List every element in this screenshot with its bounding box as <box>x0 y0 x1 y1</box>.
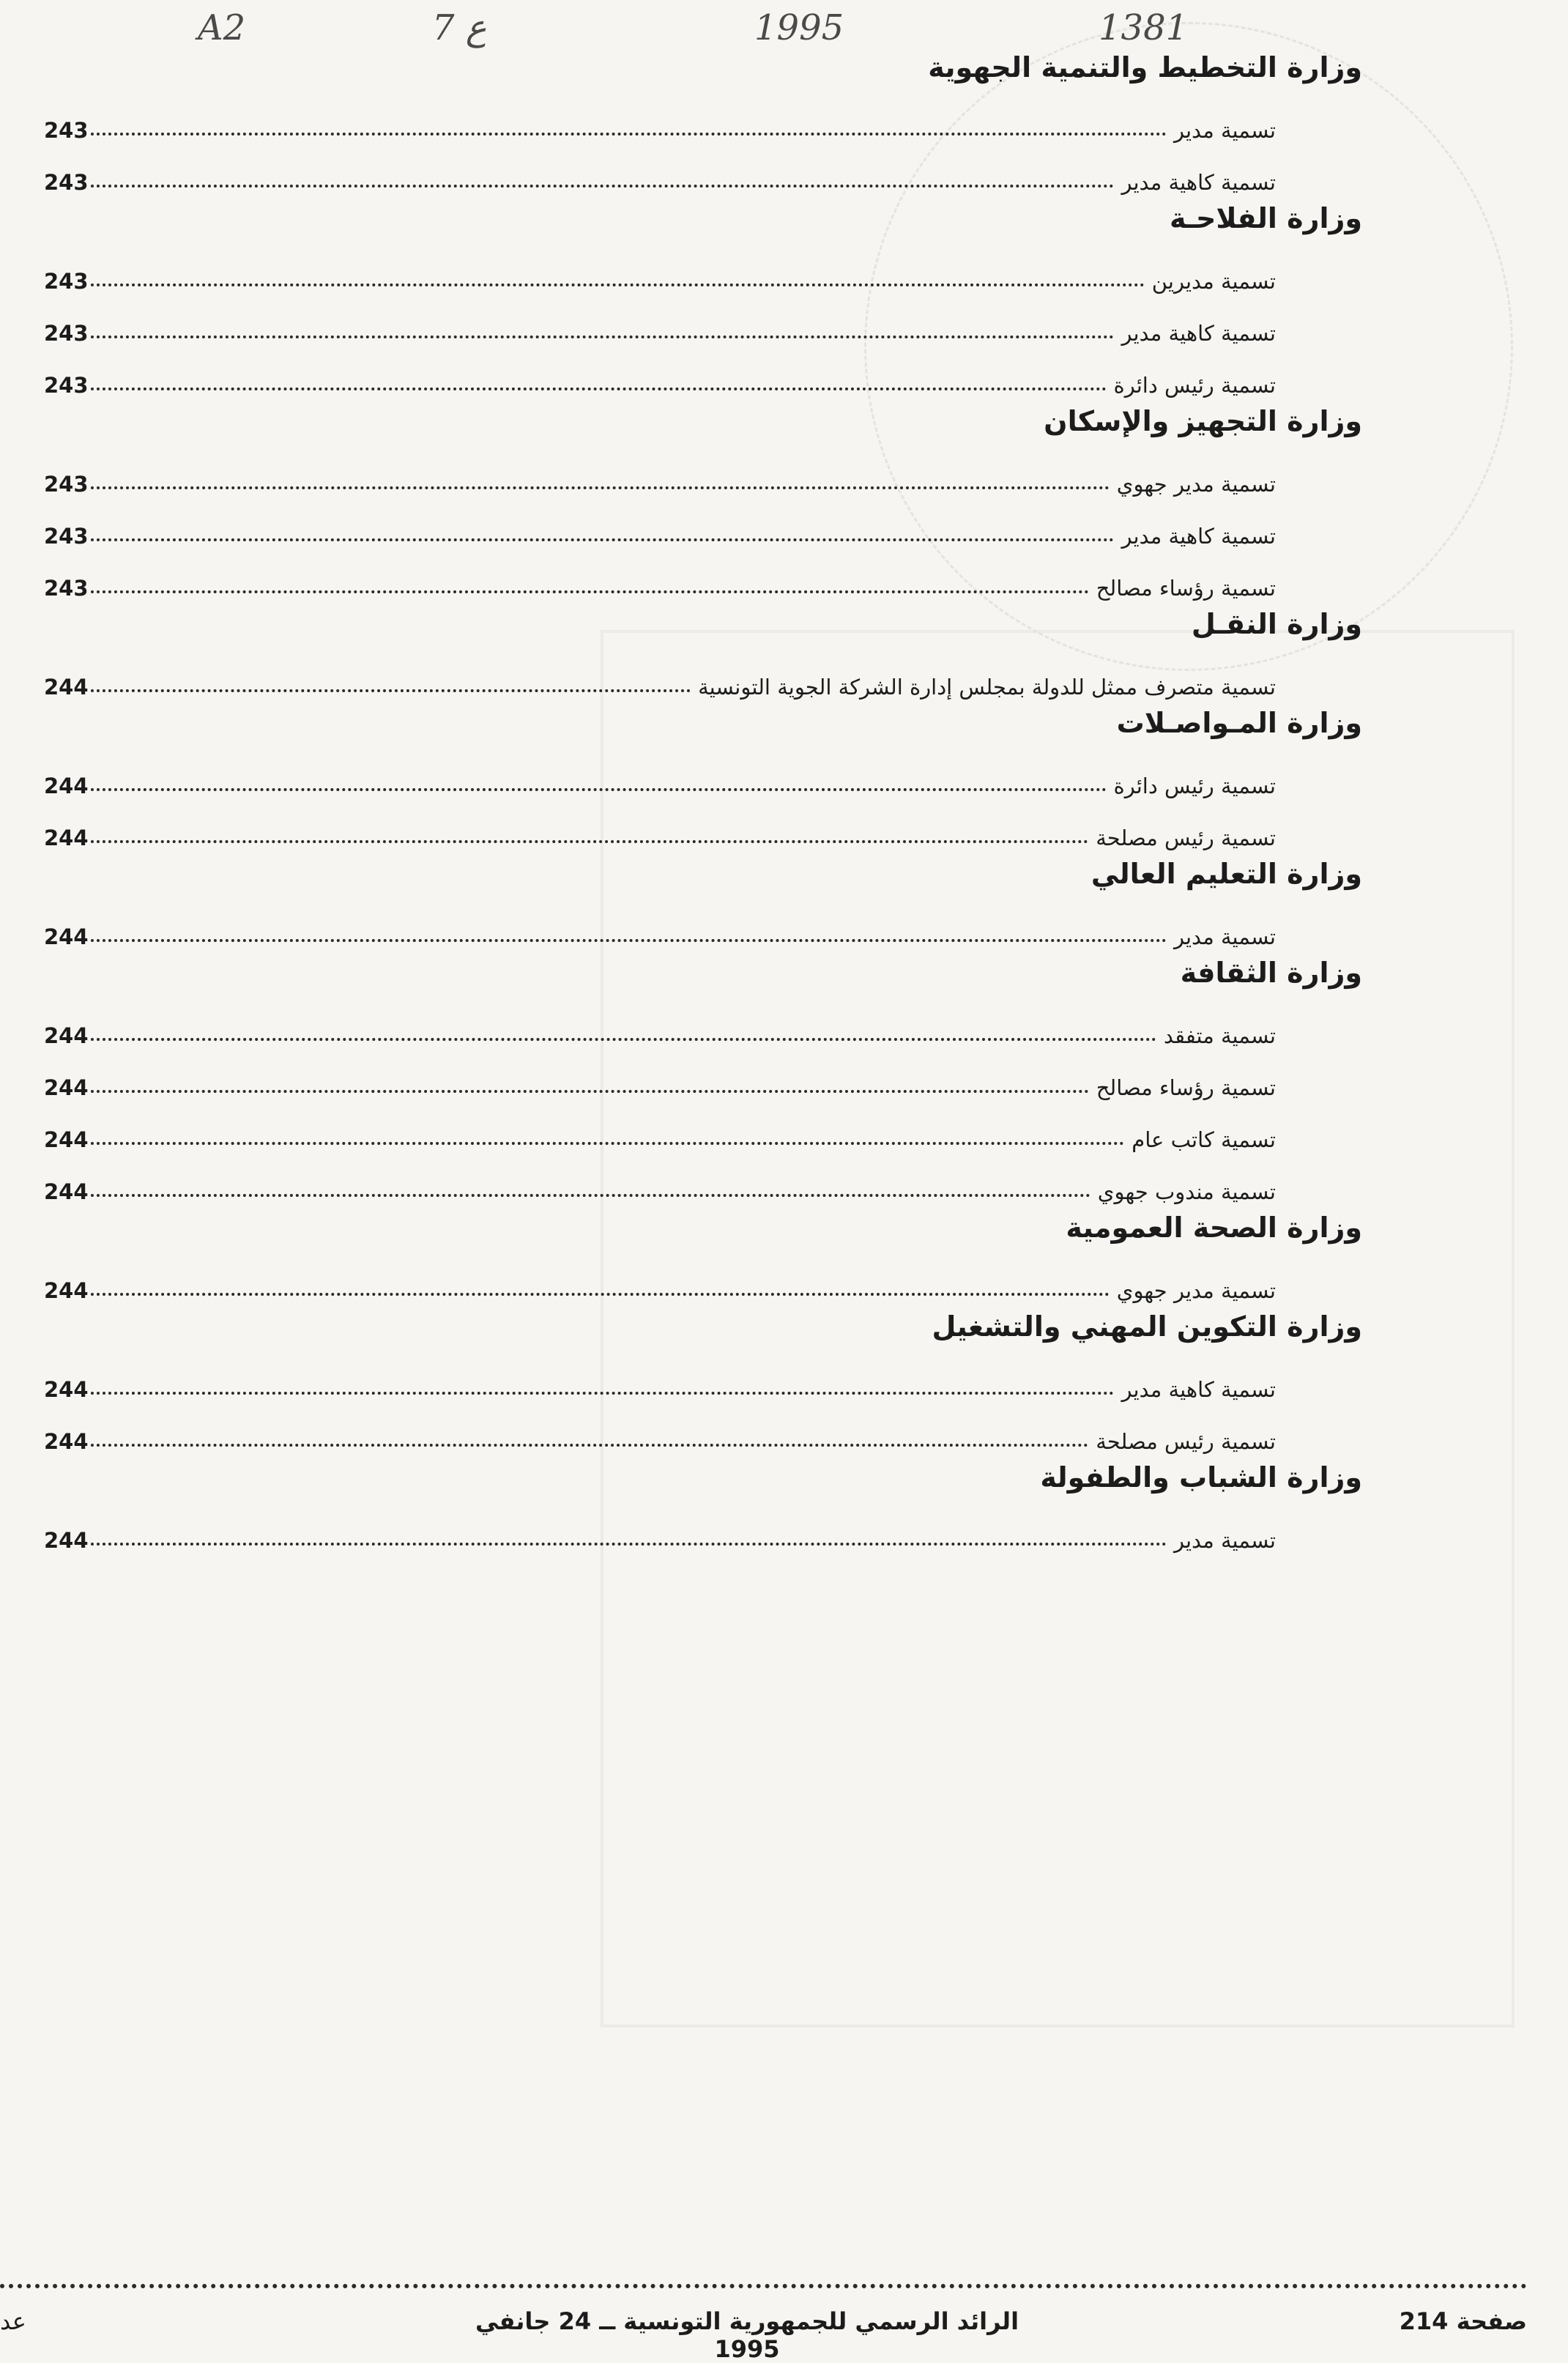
toc-entry <box>44 648 1362 700</box>
toc-entry <box>44 91 1362 143</box>
dot-leader <box>91 283 1145 286</box>
dot-leader <box>91 1037 1156 1041</box>
toc-entry <box>44 242 1362 294</box>
entry-label: تسمية رؤساء مصالح <box>1096 1075 1276 1100</box>
entry-page-number: 244 <box>44 924 89 949</box>
entry-label: تسمية كاهية مدير <box>1121 170 1276 195</box>
toc-entry <box>44 1501 1362 1553</box>
entry-page-number: 243 <box>44 269 89 294</box>
handwritten-note-year: 1995 <box>754 7 844 48</box>
entry-label: تسمية رئيس مصلحة <box>1096 1429 1276 1454</box>
entry-label: تسمية رئيس دائرة <box>1113 774 1276 798</box>
ministry-heading: وزارة الثقافة <box>1180 957 1362 989</box>
toc-entry <box>44 346 1362 398</box>
dot-leader <box>91 1542 1167 1546</box>
ministry-heading: وزارة الشباب والطفولة <box>1040 1461 1362 1494</box>
dot-leader <box>91 689 691 692</box>
entry-page-number: 244 <box>44 675 89 700</box>
ministry-heading: وزارة المـواصـلات <box>1116 707 1362 739</box>
dot-leader <box>91 839 1088 843</box>
entry-page-number: 243 <box>44 170 89 195</box>
toc-entry <box>44 497 1362 549</box>
dot-leader <box>91 787 1107 791</box>
dot-leader <box>91 590 1089 593</box>
dot-leader <box>91 335 1114 338</box>
entry-page-number: 243 <box>44 576 89 601</box>
entry-label: تسمية متفقد <box>1163 1023 1276 1048</box>
dot-leader <box>91 538 1114 541</box>
page-footer <box>0 2300 1527 2363</box>
ministry-section <box>44 850 1362 949</box>
entry-label: تسمية مدير جهوي <box>1116 1278 1276 1303</box>
dot-leader <box>91 1443 1088 1447</box>
dot-leader <box>91 938 1167 942</box>
entry-label: تسمية مدير <box>1173 924 1276 949</box>
toc-entry <box>44 1100 1362 1152</box>
dot-leader <box>91 486 1110 489</box>
entry-page-number: 244 <box>44 1127 89 1152</box>
entry-label: تسمية كاهية مدير <box>1121 524 1276 549</box>
entry-page-number: 244 <box>44 1528 89 1553</box>
ministry-heading: وزارة التجهيز والإسكان <box>1044 405 1362 437</box>
entry-page-number: 244 <box>44 1278 89 1303</box>
entry-page-number: 244 <box>44 826 89 850</box>
ministry-section <box>44 1454 1362 1553</box>
toc-entry <box>44 143 1362 195</box>
dot-leader <box>91 1193 1090 1197</box>
toc-entry <box>44 1048 1362 1100</box>
entry-page-number: 243 <box>44 472 89 497</box>
dot-leader <box>91 1089 1089 1093</box>
ministry-section <box>44 195 1362 398</box>
entry-page-number: 244 <box>44 1075 89 1100</box>
entry-page-number: 244 <box>44 1023 89 1048</box>
entry-label: تسمية مندوب جهوي <box>1097 1179 1276 1204</box>
toc-entry <box>44 549 1362 601</box>
toc-entry <box>44 1350 1362 1402</box>
handwritten-note-a2: A2 <box>198 7 246 48</box>
ministry-section <box>44 398 1362 601</box>
entry-page-number: 243 <box>44 373 89 398</box>
entry-label: تسمية رئيس مصلحة <box>1096 826 1276 850</box>
toc-entry <box>44 746 1362 798</box>
entry-label: تسمية كاتب عام <box>1132 1127 1276 1152</box>
entry-page-number: 244 <box>44 1179 89 1204</box>
toc-entry <box>44 798 1362 850</box>
entry-label: تسمية رئيس دائرة <box>1113 373 1276 398</box>
entry-label: تسمية مدير جهوي <box>1116 472 1276 497</box>
handwritten-note-7: 7 ع <box>432 7 487 48</box>
footer-dotted-rule <box>0 2284 1527 2288</box>
entry-label: تسمية مدير <box>1173 1528 1276 1553</box>
toc-entry <box>44 294 1362 346</box>
ministry-heading: وزارة الفلاحـة <box>1170 202 1362 234</box>
entry-page-number: 243 <box>44 524 89 549</box>
dot-leader <box>91 184 1114 188</box>
toc-entry <box>44 1251 1362 1303</box>
table-of-contents <box>44 44 1362 1553</box>
ministry-heading: وزارة التخطيط والتنمية الجهوية <box>928 51 1362 84</box>
footer-edge-text: عد <box>0 2307 26 2335</box>
entry-page-number: 243 <box>44 321 89 346</box>
ministry-heading: وزارة التعليم العالي <box>1090 858 1362 890</box>
toc-entry <box>44 1402 1362 1454</box>
entry-page-number: 243 <box>44 118 89 143</box>
entry-label: تسمية مديرين <box>1151 269 1276 294</box>
entry-page-number: 244 <box>44 1377 89 1402</box>
ministry-heading: وزارة النقـل <box>1191 608 1362 640</box>
toc-entry <box>44 996 1362 1048</box>
toc-entry <box>44 897 1362 949</box>
footer-page-number: صفحة 214 <box>1399 2307 1527 2335</box>
dot-leader <box>91 1292 1110 1296</box>
ministry-heading: وزارة الصحة العمومية <box>1066 1212 1362 1244</box>
dot-leader <box>91 132 1167 136</box>
entry-label: تسمية رؤساء مصالح <box>1096 576 1276 601</box>
handwritten-note-number: 1381 <box>1099 7 1189 48</box>
footer-journal-title: الرائد الرسمي للجمهورية التونسية ــ 24 جانفي 1995 <box>475 2307 1019 2363</box>
dot-leader <box>91 387 1107 390</box>
ministry-section <box>44 1204 1362 1303</box>
entry-label: تسمية متصرف ممثل للدولة بمجلس إدارة الشركة الجوية التونسية <box>698 675 1276 700</box>
entry-page-number: 244 <box>44 1429 89 1454</box>
ministry-section <box>44 700 1362 850</box>
ministry-section <box>44 601 1362 700</box>
ministry-section <box>44 1303 1362 1454</box>
ministry-section <box>44 949 1362 1204</box>
entry-label: تسمية مدير <box>1173 118 1276 143</box>
dot-leader <box>91 1141 1124 1145</box>
toc-entry <box>44 1152 1362 1204</box>
entry-label: تسمية كاهية مدير <box>1121 1377 1276 1402</box>
ministry-heading: وزارة التكوين المهني والتشغيل <box>932 1310 1362 1343</box>
entry-page-number: 244 <box>44 774 89 798</box>
toc-entry <box>44 445 1362 497</box>
entry-label: تسمية كاهية مدير <box>1121 321 1276 346</box>
ministry-section <box>44 44 1362 195</box>
dot-leader <box>91 1391 1114 1395</box>
